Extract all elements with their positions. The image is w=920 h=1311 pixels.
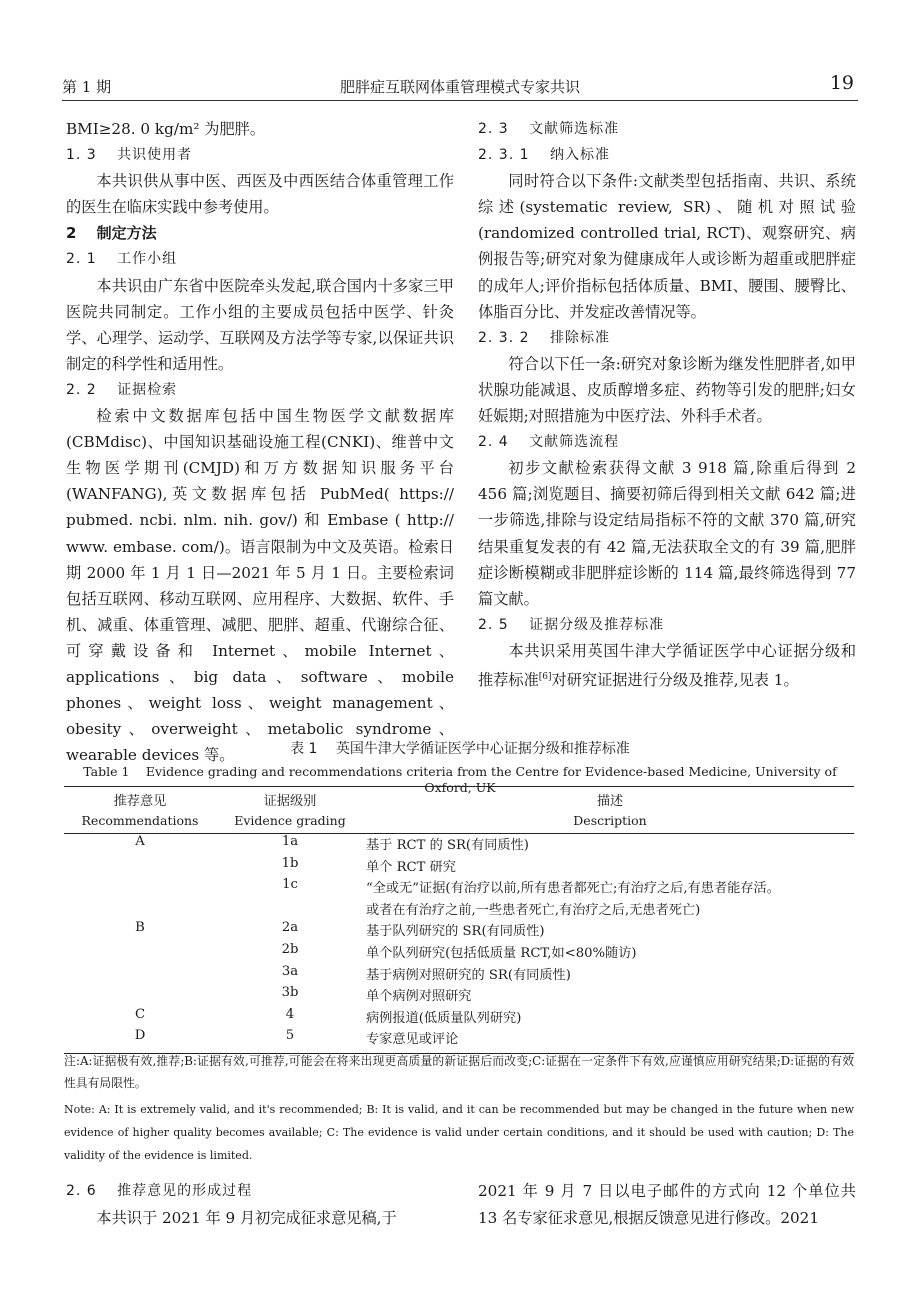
cell: 基于队列研究的 SR(有同质性) (366, 924, 545, 940)
cell: D (64, 1028, 216, 1053)
section-heading: 2. 5 证据分级及推荐标准 (478, 616, 665, 633)
cell: 基于病例对照研究的 SR(有同质性) (366, 967, 571, 983)
header-cn: 描述 (364, 787, 854, 811)
table-row (64, 856, 854, 878)
cell (64, 942, 216, 964)
cell (64, 877, 216, 899)
table-row (64, 877, 854, 899)
left-column (66, 116, 454, 768)
cell: 4 (285, 1006, 295, 1022)
paragraph: 符合以下任一条:研究对象诊断为继发性肥胖者,如甲状腺功能减退、皮质醇增多症、药物等引发的肥胖;妇女妊娠期;对照措施为中医疗法、外科手术者。 (478, 354, 856, 426)
paragraph-text: 对研究证据进行分级及推荐,见表 1。 (551, 671, 799, 690)
table-row (64, 1007, 854, 1029)
bottom-left-column (66, 1178, 454, 1231)
cell: C (134, 1006, 146, 1022)
cell: 单个队列研究(包括低质量 RCT,如<80%随访) (366, 945, 637, 961)
table-note-en: Note: A: It is extremely valid, and it's recommended; B: It is valid, and it can be recommended but may be changed in the future when new evidence of higher quality becomes available; C: The evidence is valid under certain conditions, and it should be used with caution; D: The validity of the evidence is limited. (64, 1103, 854, 1162)
cell: 3a (281, 963, 299, 979)
cell: 病例报道(低质量队列研究) (366, 1010, 522, 1026)
header-cn: 推荐意见 (64, 787, 216, 811)
table-row (64, 899, 854, 921)
cell: 单个 RCT 研究 (366, 859, 456, 875)
citation-ref: [6] (538, 671, 552, 682)
cell (64, 899, 216, 921)
right-column (478, 116, 856, 693)
paragraph (478, 638, 856, 693)
paragraph: 2021 年 9 月 7 日以电子邮件的方式向 12 个单位共 13 名专家征求意见,根据反馈意见进行修改。2021 (478, 1182, 856, 1227)
cell: 3b (281, 985, 299, 1001)
paragraph-text: 本共识采用英国牛津大学循证医学中心证据分级和推荐标准 (478, 641, 856, 690)
section-heading: 2. 2 证据检索 (66, 381, 178, 398)
table-note-cn: 注:A:证据极有效,推荐;B:证据有效,可推荐,可能会在将来出现更高质量的新证据后而改变;C:证据在一定条件下有效,应谨慎应用研究结果;D:证据的有效性具有局限性。 (64, 1054, 854, 1090)
section-heading: 2. 4 文献筛选流程 (478, 434, 620, 451)
paragraph: BMI≥28. 0 kg/m² 为肥胖。 (66, 120, 266, 138)
cell: A (135, 834, 145, 849)
cell (64, 964, 216, 986)
cell: 专家意见或评论 (364, 1028, 854, 1053)
cell: B (135, 920, 145, 936)
table-row (64, 920, 854, 942)
section-heading: 2. 1 工作小组 (66, 251, 178, 268)
table-row (64, 834, 854, 856)
paragraph: 检索中文数据库包括中国生物医学文献数据库(CBMdisc)、中国知识基础设施工程(CNKI)、维普中文生物医学期刊(CMJD)和万方数据知识服务平台(WANFANG),英文数据库包括 PubMed( https:// pubmed. ncbi. nlm. nih. gov/) 和 Embase ( http:// www. embase. com/)。语言限制为中文及英语。检索日期 2000 年 1 月 1 日—2021 年 5 月 1 日。主要检索词包括互联网、移动互联网、应用程序、大数据、软件、手机、减重、体重管理、减肥、肥胖、超重、代谢综合征、可穿戴设备和 Internet、mobile Internet、applications、big data、software、mobile phones、weight loss、weight management、obesity、overweight、metabolic syndrome、wearable devices 等。 (66, 407, 454, 765)
section-heading: 2. 6 推荐意见的形成过程 (66, 1183, 253, 1199)
page-number: 19 (829, 72, 854, 94)
cell (216, 899, 364, 921)
paragraph: 同时符合以下条件:文献类型包括指南、共识、系统综述(systematic review, SR)、随机对照试验(randomized controlled trial, RCT)、观察研究、病例报告等;研究对象为健康成年人或诊断为超重或肥胖症的成年人;评价指标包括体质量、BMI、腰围、腰臀比、体脂百分比、并发症改善情况等。 (478, 172, 856, 321)
paragraph: 初步文献检索获得文献 3 918 篇,除重后得到 2 456 篇;浏览题目、摘要初筛后得到相关文献 642 篇;进一步筛选,排除与设定结局指标不符的文献 370 篇,研究结果重复发表的有 42 篇,无法获取全文的有 39 篇,肥胖症诊断模糊或非肥胖症诊断的 114 篇,最终筛选得到 77 篇文献。 (478, 459, 856, 608)
table-caption-cn: 表 1 英国牛津大学循证医学中心证据分级和推荐标准 (290, 741, 630, 757)
cell (64, 985, 216, 1007)
cell: “全或无”证据(有治疗以前,所有患者都死亡;有治疗之后,有患者能存活。 (366, 881, 780, 897)
section-heading: 2. 3. 2 排除标准 (478, 329, 610, 346)
table-row (64, 964, 854, 986)
cell: 1b (281, 855, 299, 871)
cell: 5 (216, 1028, 364, 1053)
cell: 或者在有治疗之前,一些患者死亡,有治疗之后,无患者死亡) (366, 902, 701, 918)
paragraph: 本共识由广东省中医院牵头发起,联合国内十多家三甲医院共同制定。工作小组的主要成员包括中医学、针灸学、心理学、运动学、互联网及方法学等专家,以保证共识制定的科学性和适用性。 (66, 276, 454, 373)
table-row (64, 985, 854, 1007)
header-en: Description (364, 810, 854, 834)
header-en: Evidence grading (216, 810, 364, 834)
table-row (64, 942, 854, 964)
cell: 2a (281, 920, 299, 936)
header-cn: 证据级别 (216, 787, 364, 811)
cell: 1c (282, 877, 298, 893)
header-en: Recommendations (64, 810, 216, 834)
paragraph: 本共识于 2021 年 9 月初完成征求意见稿,于 (96, 1208, 397, 1227)
evidence-table (64, 786, 854, 1054)
running-title: 肥胖症互联网体重管理模式专家共识 (339, 78, 580, 96)
section-heading: 2. 3. 1 纳入标准 (478, 147, 610, 164)
cell: 单个病例对照研究 (366, 989, 472, 1005)
cell (64, 856, 216, 878)
section-heading: 2 制定方法 (66, 224, 157, 243)
table-caption-en: Table 1 Evidence grading and recommendations criteria from the Centre for Evidence-based Medicine, University of Oxford, UK (83, 764, 837, 795)
cell: 2b (281, 941, 299, 957)
bottom-right-column (478, 1178, 856, 1231)
cell: 基于 RCT 的 SR(有同质性) (366, 838, 529, 853)
paragraph: 本共识供从事中医、西医及中西医结合体重管理工作的医生在临床实践中参考使用。 (66, 172, 454, 217)
section-heading: 2. 3 文献筛选标准 (478, 121, 620, 137)
section-heading: 1. 3 共识使用者 (66, 147, 193, 164)
page-header (62, 72, 858, 101)
cell: 1a (281, 834, 299, 849)
issue-number: 第 1 期 (62, 78, 112, 96)
